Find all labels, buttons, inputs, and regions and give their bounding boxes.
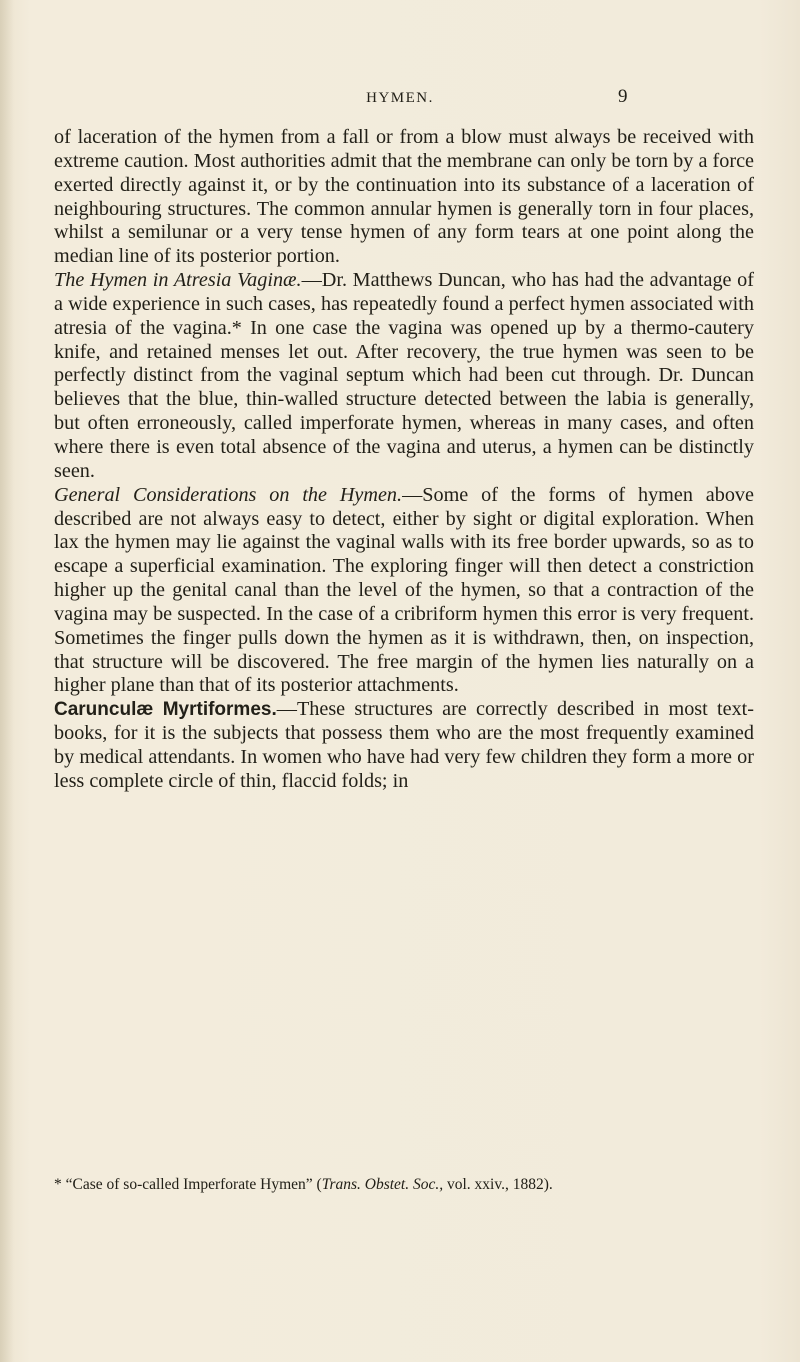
section-heading-carunculae: Carunculæ Myrtiformes. bbox=[54, 699, 277, 721]
body-text bbox=[54, 126, 754, 794]
running-head: HYMEN. bbox=[366, 90, 434, 106]
paragraph-general bbox=[54, 484, 754, 699]
paragraph-atresia bbox=[54, 269, 754, 484]
section-heading-general: General Considerations on the Hymen. bbox=[54, 483, 403, 506]
page-gutter-shadow bbox=[0, 0, 14, 1362]
paragraph-atresia-body: —Dr. Matthews Duncan, who has had the advantage of a wide experience in such cases, has repeatedly found a perfect hymen associated with atresia of the vagina.* In one case the vagina was opened up by a thermo-cautery knife, and retained menses let out. After recovery, the true hymen was seen to be perfectly distinct from the vaginal septum which had been cut through. Dr. Duncan believes that the blue, thin-walled structure detected between the labia is generally, but often erroneously, called imperforate hymen, whereas in many cases, and often where there is even total absence of the vagina and uterus, a hymen can be distinctly seen. bbox=[54, 269, 754, 482]
footnote-journal: Trans. Obstet. Soc., bbox=[321, 1176, 444, 1193]
paragraph-carunculae bbox=[54, 698, 754, 793]
footnote bbox=[54, 1174, 754, 1195]
paragraph-laceration: of laceration of the hymen from a fall or from a blow must always be received with extreme caution. Most authorities admit that the membrane can only be torn by a force exerted directly against it, or by the continuation into its substance of a laceration of neighbouring structures. The common annular hymen is generally torn in four places, whilst a semilunar or a very tense hymen of any form tears at one point along the median line of its posterior portion. bbox=[54, 126, 754, 268]
paragraph-general-body: —Some of the forms of hymen above described are not always easy to detect, either by sight or digital exploration. When lax the hymen may lie against the vaginal walls with its free border upwards, so as to escape a superficial examination. The exploring finger will then detect a constriction higher up the genital canal than the level of the hymen, so that a contraction of the vagina may be suspected. In the case of a cribriform hymen this error is very frequent. Sometimes the finger pulls down the hymen as it is withdrawn, then, on inspection, that structure will be discovered. The free margin of the hymen lies naturally on a higher plane than that of its posterior attachments. bbox=[54, 483, 754, 697]
footnote-suffix: vol. xxiv., 1882). bbox=[443, 1176, 553, 1193]
footnote-prefix: * “Case of so-called Imperforate Hymen” ( bbox=[54, 1176, 322, 1193]
page-number: 9 bbox=[618, 86, 628, 107]
section-heading-atresia: The Hymen in Atresia Vaginæ. bbox=[54, 269, 302, 292]
page-header bbox=[0, 86, 800, 112]
paragraph-carunculae-body: —These structures are correctly described in most text-books, for it is the subjects that possess them who are the most frequently examined by medical attendants. In women who have had very few children they form a more or less complete circle of thin, flaccid folds; in bbox=[54, 698, 754, 792]
